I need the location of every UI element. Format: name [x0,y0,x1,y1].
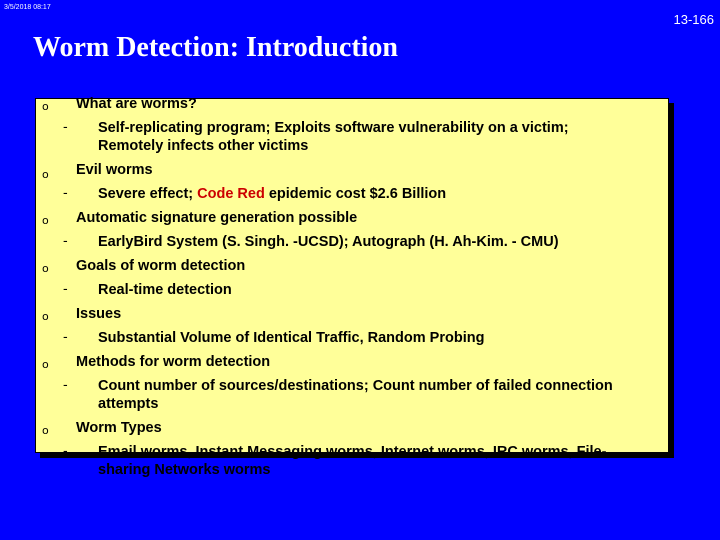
sub-bullet-marker: - [63,442,68,458]
sub-bullet-text: Count number of sources/destinations; Count number of failed connection [98,378,613,394]
sub-bullet-marker: - [63,280,68,296]
sub-bullet-text: Email worms, Instant Messaging worms, Internet worms, IRC worms, File- [98,444,607,460]
sub-bullet-text: Self-replicating program; Exploits software vulnerability on a victim; [98,120,569,136]
sub-bullet-text: EarlyBird System (S. Singh. -UCSD); Autograph (H. Ah-Kim. - CMU) [98,234,559,250]
bullet-marker: o [42,100,49,113]
slide-title: Worm Detection: Introduction [33,32,398,63]
bullet-marker: o [42,262,49,275]
sub-bullet-text-cont: attempts [98,396,159,412]
sub-bullet-marker: - [63,376,68,392]
page-number: 13-166 [673,12,714,27]
sub-bullet-text-cont: Remotely infects other victims [98,138,309,154]
bullet-text: Worm Types [76,420,162,436]
sub-bullet-text-after: epidemic cost $2.6 Billion [264,186,447,202]
bullet-text: What are worms? [76,96,197,112]
timestamp: 3/5/2018 08:17 [4,4,51,11]
sub-bullet-text: Real-time detection [98,282,232,298]
bullet-text: Methods for worm detection [76,354,271,370]
sub-bullet-marker: - [63,232,68,248]
bullet-marker: o [42,168,49,181]
bullet-text: Evil worms [76,162,153,178]
sub-bullet-text: Substantial Volume of Identical Traffic, Random Probing [98,330,485,346]
bullet-text: Automatic signature generation possible [76,210,358,226]
bullet-marker: o [42,424,49,437]
bullet-text: Goals of worm detection [76,258,246,274]
sub-bullet-marker: - [63,118,68,134]
bullet-marker: o [42,358,49,371]
bullet-marker: o [42,214,49,227]
bullet-marker: o [42,310,49,323]
sub-bullet-text-cont: sharing Networks worms [98,462,271,478]
sub-bullet-marker: - [63,328,68,344]
code-red-highlight: Code Red [197,186,265,202]
sub-bullet-text-before: Severe effect; [98,186,198,202]
content-box [35,96,669,478]
bullet-text: Issues [76,306,122,322]
sub-bullet-text [98,185,446,203]
sub-bullet-marker: - [63,184,68,200]
